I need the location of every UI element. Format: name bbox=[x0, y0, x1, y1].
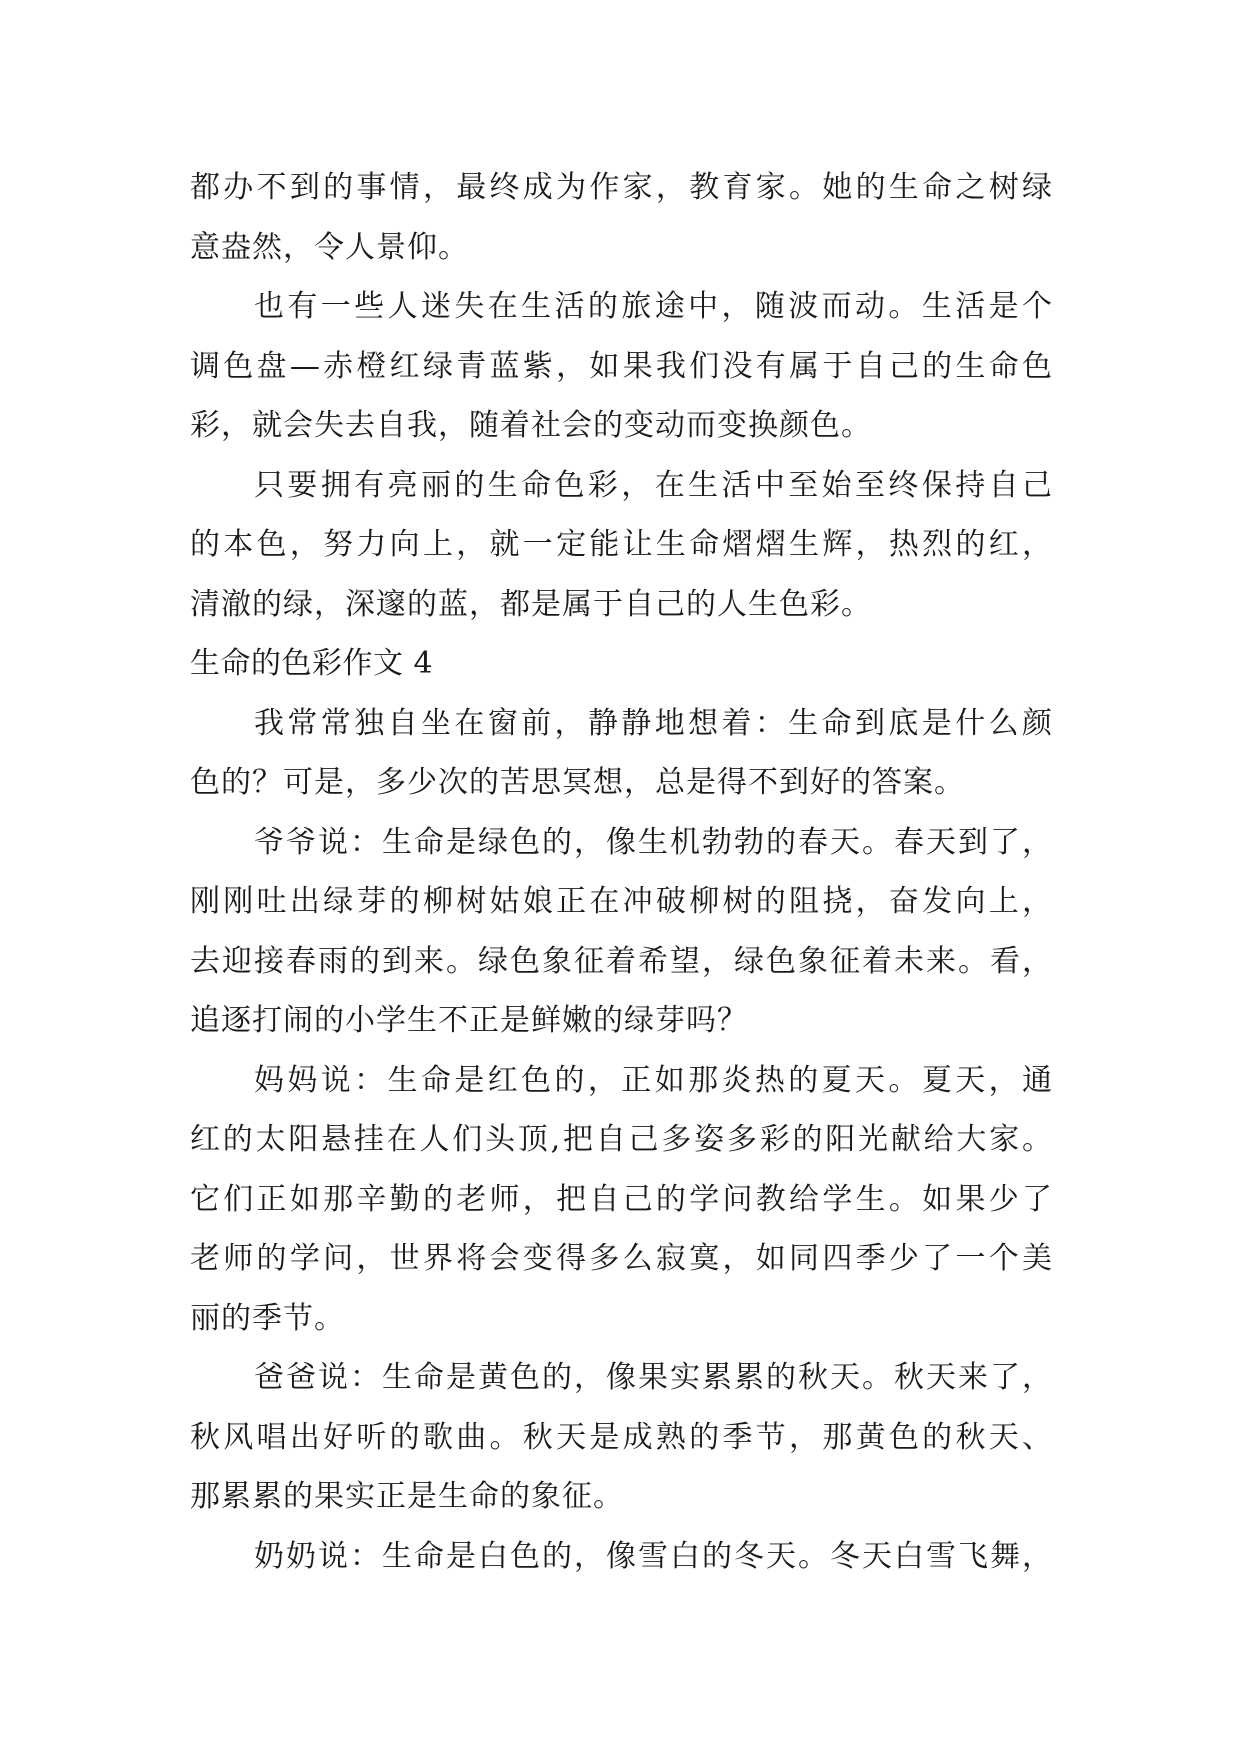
text-line: 调色盘—赤橙红绿青蓝紫，如果我们没有属于自己的生命色 bbox=[190, 348, 1056, 384]
text-line: 我常常独自坐在窗前，静静地想着：生命到底是什么颜 bbox=[254, 705, 1056, 741]
text-line: 它们正如那辛勤的老师，把自己的学问教给学生。如果少了 bbox=[190, 1181, 1056, 1217]
essay-body bbox=[190, 158, 1056, 1586]
text-line: 秋风唱出好听的歌曲。秋天是成熟的季节，那黄色的秋天、 bbox=[190, 1419, 1056, 1455]
text-line: 奶奶说：生命是白色的，像雪白的冬天。冬天白雪飞舞， bbox=[254, 1538, 1054, 1574]
text-line: 彩，就会失去自我，随着社会的变动而变换颜色。 bbox=[190, 408, 872, 443]
text-line: 去迎接春雨的到来。绿色象征着希望，绿色象征着未来。看， bbox=[190, 943, 1054, 979]
text-line: 那累累的果实正是生命的象征。 bbox=[190, 1479, 624, 1514]
text-line: 也有一些人迷失在生活的旅途中，随波而动。生活是个 bbox=[254, 289, 1056, 324]
text-line: 只要拥有亮丽的生命色彩，在生活中至始至终保持自己 bbox=[254, 467, 1056, 503]
text-line: 刚刚吐出绿芽的柳树姑娘正在冲破柳树的阻挠，奋发向上， bbox=[190, 884, 1056, 919]
text-line: 色的？可是，多少次的苦思冥想，总是得不到好的答案。 bbox=[190, 765, 965, 800]
text-line: 丽的季节。 bbox=[190, 1300, 345, 1336]
text-line: 清澈的绿，深邃的蓝，都是属于自己的人生色彩。 bbox=[190, 586, 872, 622]
text-line: 爸爸说：生命是黄色的，像果实累累的秋天。秋天来了， bbox=[254, 1360, 1054, 1395]
text-line: 意盎然，令人景仰。 bbox=[190, 229, 469, 265]
text-line: 红的太阳悬挂在人们头顶,把自己多姿多彩的阳光献给大家。 bbox=[190, 1122, 1055, 1157]
text-line: 妈妈说：生命是红色的，正如那炎热的夏天。夏天，通 bbox=[254, 1062, 1056, 1098]
section-heading: 生命的色彩作文 4 bbox=[190, 646, 434, 681]
text-line: 都办不到的事情，最终成为作家，教育家。她的生命之树绿 bbox=[190, 170, 1056, 205]
text-line: 的本色，努力向上，就一定能让生命熠熠生辉，热烈的红， bbox=[190, 527, 1056, 562]
text-line: 追逐打闹的小学生不正是鲜嫩的绿芽吗？ bbox=[190, 1003, 748, 1038]
text-line: 爷爷说：生命是绿色的，像生机勃勃的春天。春天到了， bbox=[254, 824, 1054, 860]
text-line: 老师的学问，世界将会变得多么寂寞，如同四季少了一个美 bbox=[190, 1241, 1056, 1276]
